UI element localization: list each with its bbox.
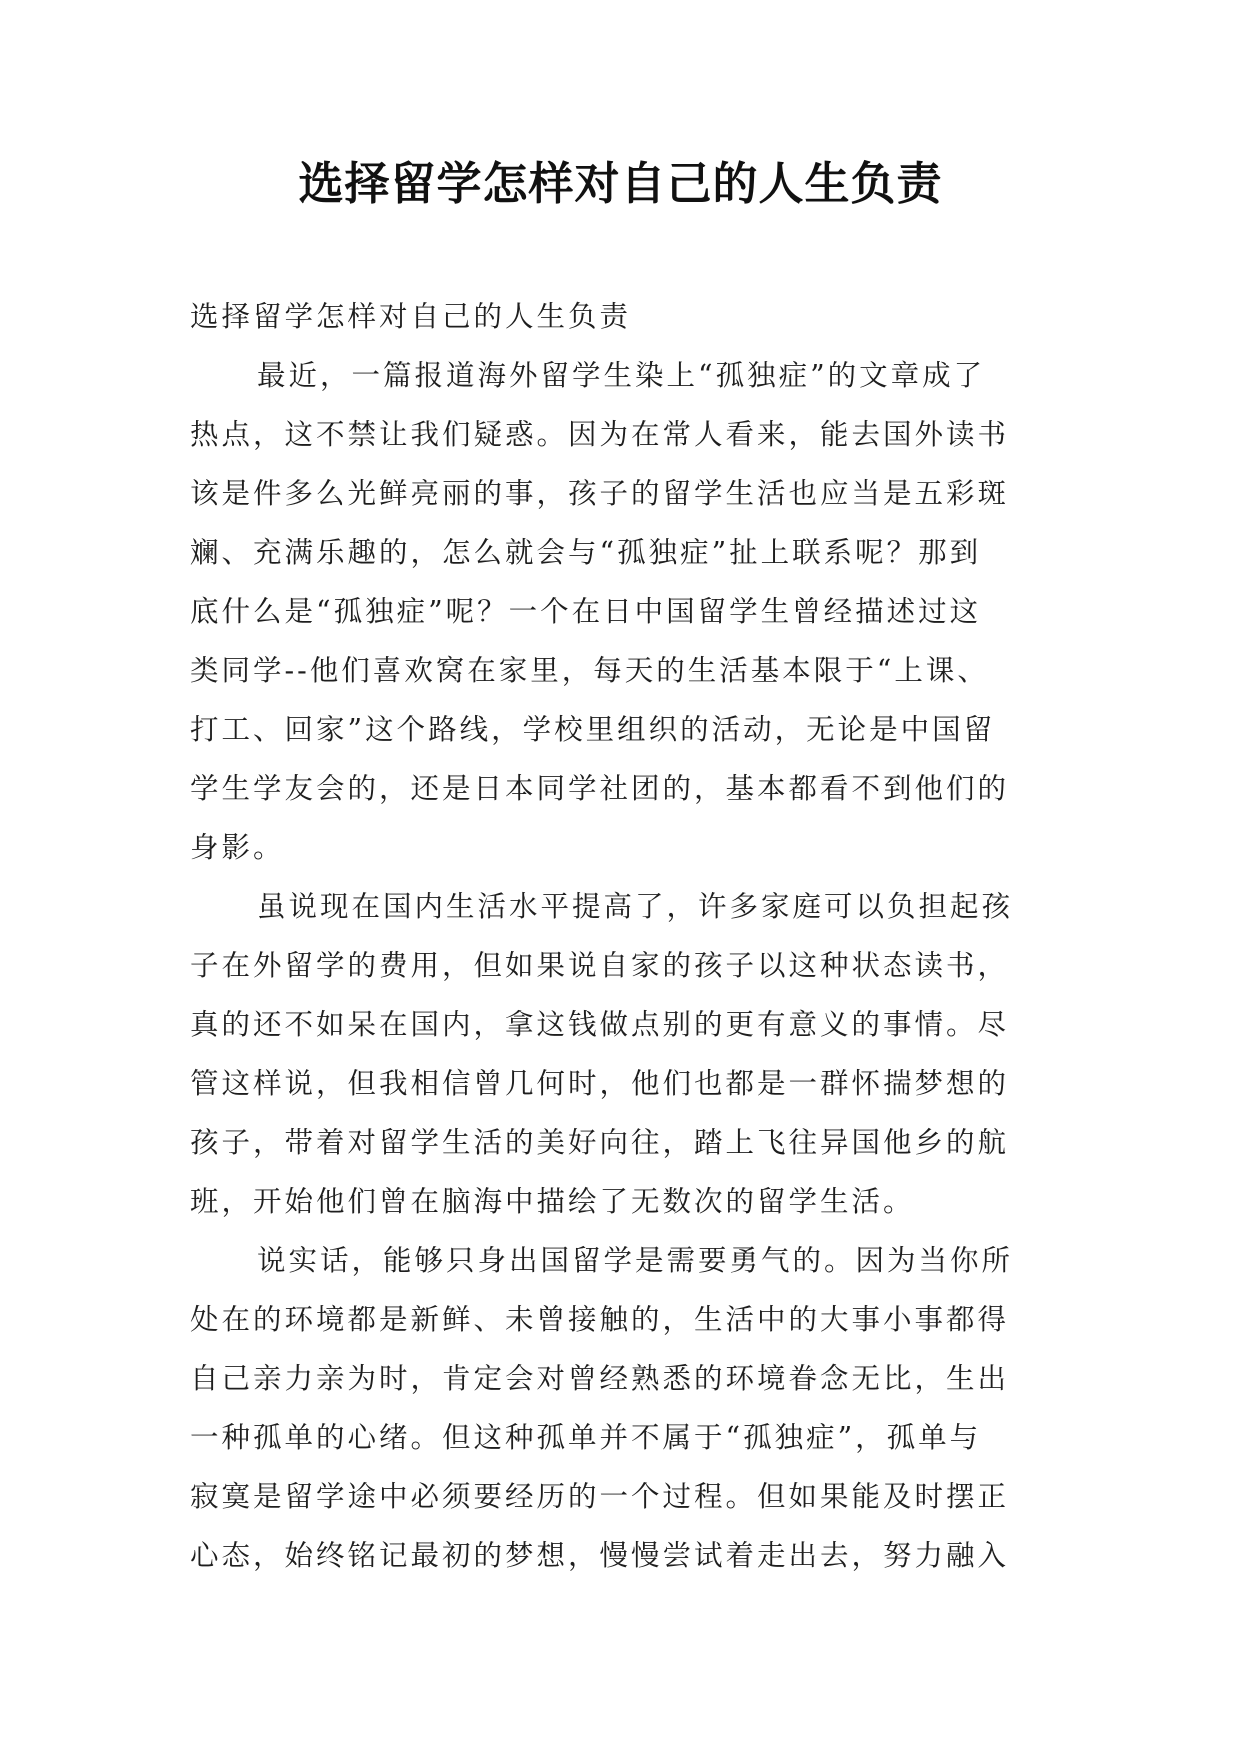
document-subtitle: 选择留学怎样对自己的人生负责	[190, 300, 632, 333]
paragraph-line: 孩子，带着对留学生活的美好向往，踏上飞往异国他乡的航	[190, 1126, 1010, 1159]
paragraph-line: 热点，这不禁让我们疑惑。因为在常人看来，能去国外读书	[190, 418, 1010, 451]
paragraph-line: 管这样说，但我相信曾几何时，他们也都是一群怀揣梦想的	[190, 1067, 1010, 1100]
paragraph-line: 虽说现在国内生活水平提高了，许多家庭可以负担起孩	[257, 890, 1014, 923]
paragraph-line: 真的还不如呆在国内，拿这钱做点别的更有意义的事情。尽	[190, 1008, 1010, 1041]
paragraph-1	[190, 346, 1056, 877]
paragraph-line: 身影。	[190, 831, 285, 864]
paragraph-line: 处在的环境都是新鲜、未曾接触的，生活中的大事小事都得	[190, 1303, 1010, 1336]
paragraph-line: 最近，一篇报道海外留学生染上“孤独症”的文章成了	[257, 359, 986, 392]
paragraph-3	[190, 1231, 1056, 1585]
paragraph-line: 说实话，能够只身出国留学是需要勇气的。因为当你所	[257, 1244, 1014, 1277]
paragraph-line: 斓、充满乐趣的，怎么就会与“孤独症”扯上联系呢？那到	[190, 536, 982, 569]
paragraph-line: 自己亲力亲为时，肯定会对曾经熟悉的环境眷念无比，生出	[190, 1362, 1010, 1395]
paragraph-line: 类同学--他们喜欢窝在家里，每天的生活基本限于“上课、	[190, 654, 989, 687]
paragraph-line: 寂寞是留学途中必须要经历的一个过程。但如果能及时摆正	[190, 1480, 1010, 1513]
paragraph-line: 底什么是“孤独症”呢？一个在日中国留学生曾经描述过这	[190, 595, 982, 628]
paragraph-line: 子在外留学的费用，但如果说自家的孩子以这种状态读书，	[190, 949, 1010, 982]
document-body	[190, 287, 1056, 1585]
paragraph-2	[190, 877, 1056, 1231]
paragraph-line: 一种孤单的心绪。但这种孤单并不属于“孤独症”，孤单与	[190, 1421, 982, 1454]
paragraph-line: 该是件多么光鲜亮丽的事，孩子的留学生活也应当是五彩斑	[190, 477, 1010, 510]
paragraph-line: 班，开始他们曾在脑海中描绘了无数次的留学生活。	[190, 1185, 915, 1218]
paragraph-line: 心态，始终铭记最初的梦想，慢慢尝试着走出去，努力融入	[190, 1539, 1010, 1572]
paragraph-line: 打工、回家”这个路线，学校里组织的活动，无论是中国留	[190, 713, 996, 746]
paragraph-line: 学生学友会的，还是日本同学社团的，基本都看不到他们的	[190, 772, 1010, 805]
document-title: 选择留学怎样对自己的人生负责	[298, 157, 943, 210]
